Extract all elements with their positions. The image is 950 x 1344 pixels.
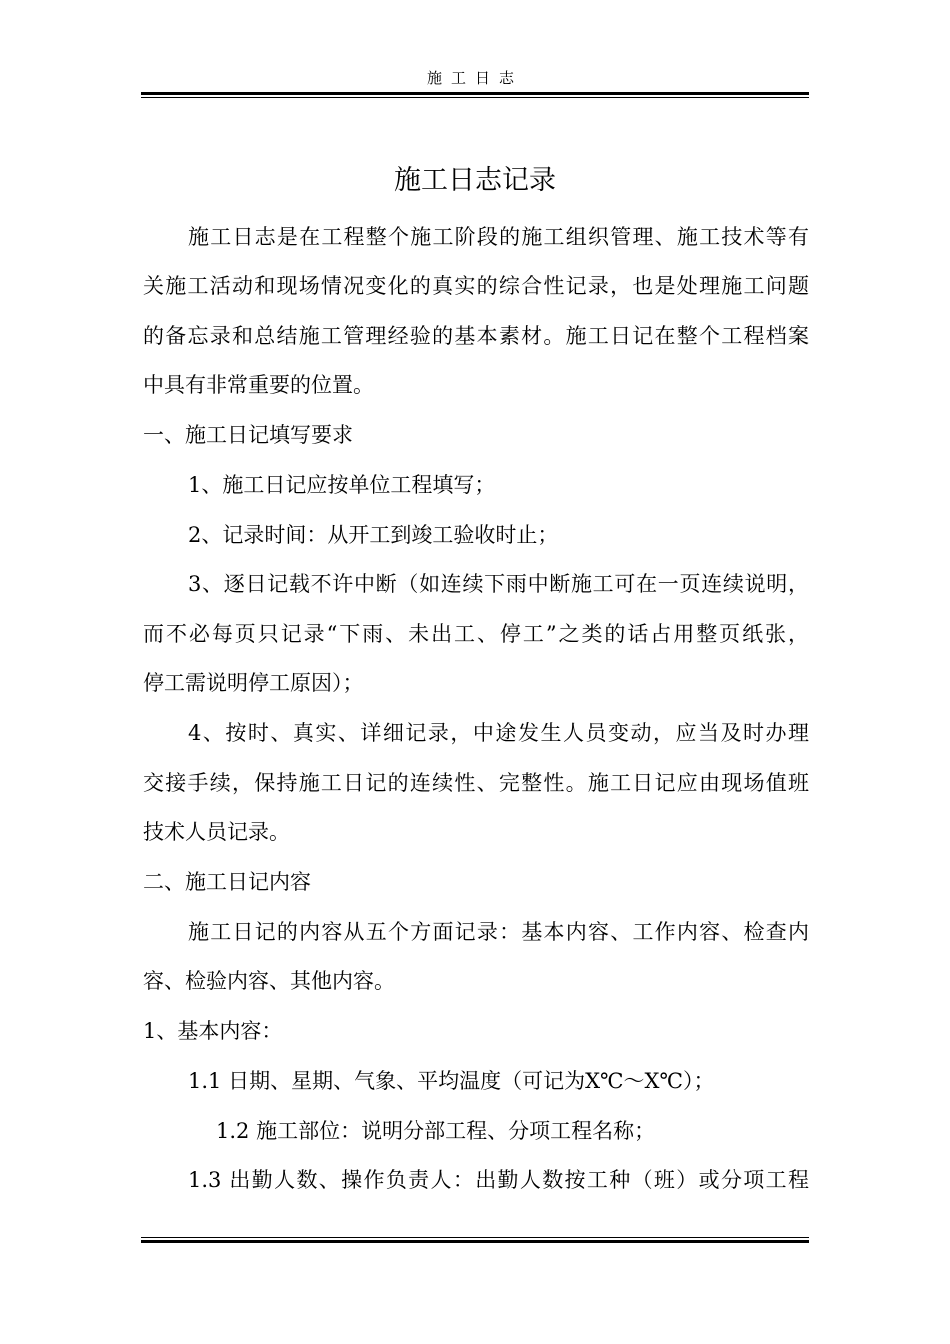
paragraph-line: 交接手续，保持施工日记的连续性、完整性。施工日记应由现场值班 bbox=[143, 771, 809, 795]
paragraph-line: 施工日志是在工程整个施工阶段的施工组织管理、施工技术等有 bbox=[188, 225, 809, 249]
page-header-title: 施工日志 bbox=[426, 69, 523, 87]
paragraph-line: 而不必每页只记录“下雨、未出工、停工”之类的话占用整页纸张， bbox=[143, 622, 809, 646]
document-title: 施工日志记录 bbox=[394, 165, 556, 196]
paragraph-line: 技术人员记录。 bbox=[143, 820, 290, 844]
list-item: 3、逐日记载不许中断（如连续下雨中断施工可在一页连续说明， bbox=[188, 572, 809, 596]
list-item: 1.2 施工部位：说明分部工程、分项工程名称； bbox=[216, 1119, 656, 1143]
section-heading: 一、施工日记填写要求 bbox=[143, 423, 353, 447]
list-item: 1.3 出勤人数、操作负责人：出勤人数按工种（班）或分项工程 bbox=[188, 1168, 809, 1192]
section-heading: 二、施工日记内容 bbox=[143, 870, 311, 894]
paragraph-line: 停工需说明停工原因）； bbox=[143, 671, 364, 695]
paragraph-line: 关施工活动和现场情况变化的真实的综合性记录，也是处理施工问题 bbox=[143, 274, 809, 298]
paragraph-line: 的备忘录和总结施工管理经验的基本素材。施工日记在整个工程档案 bbox=[143, 324, 809, 348]
list-item: 2、记录时间：从开工到竣工验收时止； bbox=[188, 523, 559, 547]
footer-rule-thick bbox=[141, 1240, 809, 1243]
subsection-heading: 1、基本内容： bbox=[143, 1019, 283, 1043]
list-item: 1、施工日记应按单位工程填写； bbox=[188, 473, 496, 497]
list-item: 4、按时、真实、详细记录，中途发生人员变动，应当及时办理 bbox=[188, 721, 809, 745]
paragraph-line: 施工日记的内容从五个方面记录：基本内容、工作内容、检查内 bbox=[188, 920, 809, 944]
list-item: 1.1 日期、星期、气象、平均温度（可记为X℃～X℃）； bbox=[188, 1069, 715, 1093]
footer-rule-thin bbox=[141, 1237, 809, 1238]
paragraph-line: 容、检验内容、其他内容。 bbox=[143, 969, 395, 993]
paragraph-line: 中具有非常重要的位置。 bbox=[143, 373, 374, 397]
